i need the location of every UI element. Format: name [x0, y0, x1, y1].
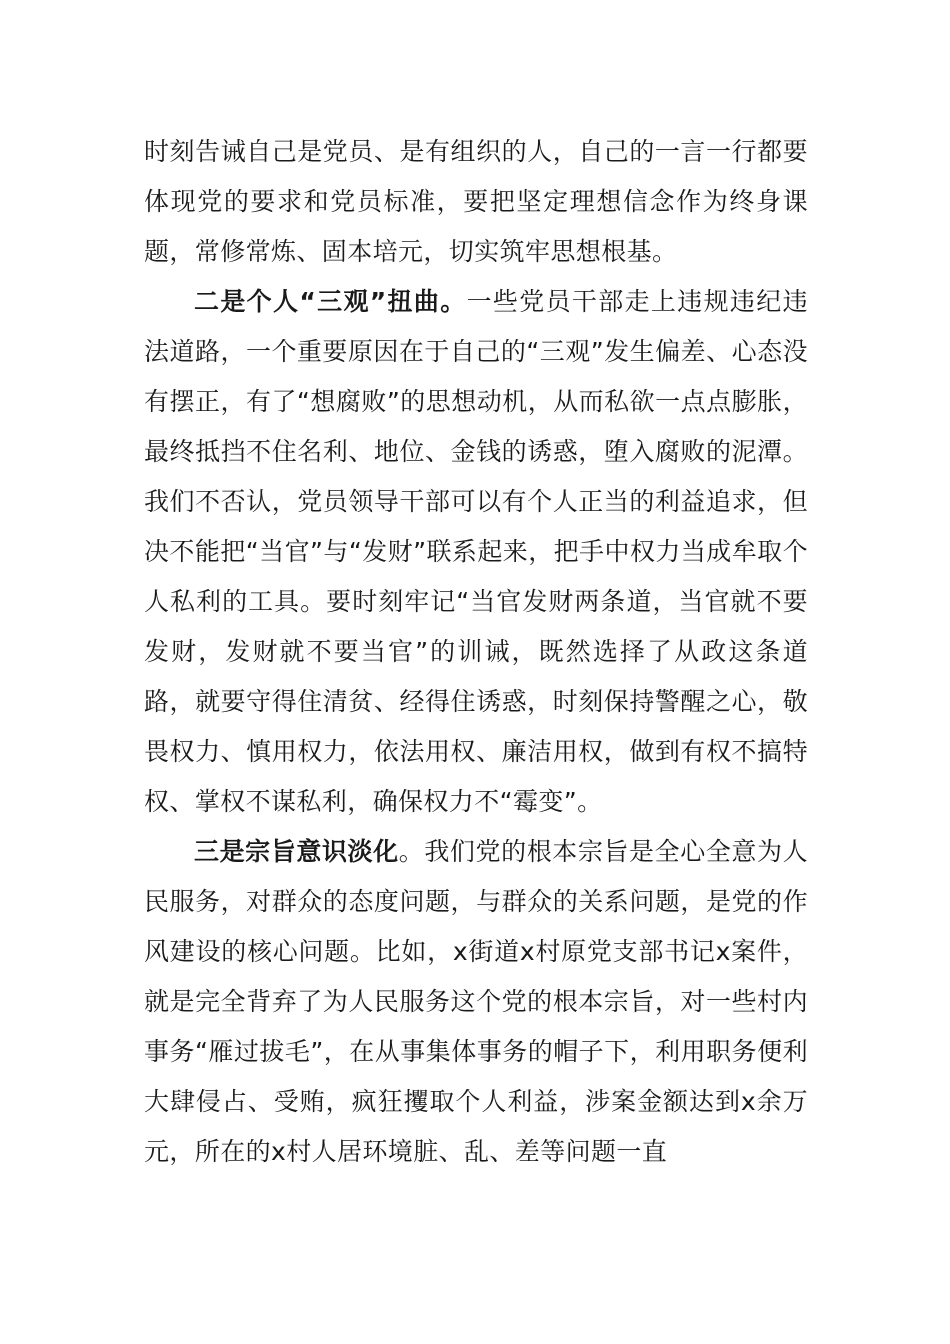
paragraph-distorted-values [144, 277, 808, 827]
paragraph-text: 时刻告诫自己是党员、是有组织的人，自己的一言一行都要体现党的要求和党员标准，要把坚定理想信念作为终身课题，常修常炼、固本培元，切实筑牢思想根基。 [144, 137, 808, 266]
document-body [144, 127, 808, 1177]
paragraph-lead-heading: 三是宗旨意识淡化 [194, 837, 399, 866]
paragraph-text: 一些党员干部走上违规违纪违法道路，一个重要原因在于自己的“三观”发生偏差、心态没有摆正，有了“想腐败”的思想动机，从而私欲一点点膨胀，最终抵挡不住名利、地位、金钱的诱惑，堕入腐败的泥潭。我们不否认，党员领导干部可以有个人正当的利益追求，但决不能把“当官”与“发财”联系起来，把手中权力当成牟取个人私利的工具。要时刻牢记“当官发财两条道，当官就不要发财，发财就不要当官”的训诫，既然选择了从政这条道路，就要守得住清贫、经得住诱惑，时刻保持警醒之心，敬畏权力、慎用权力，依法用权、廉洁用权，做到有权不搞特权、掌权不谋私利，确保权力不“霉变”。 [144, 287, 808, 816]
paragraph-continuation [144, 127, 808, 277]
paragraph-text: 。我们党的根本宗旨是全心全意为人民服务，对群众的态度问题，与群众的关系问题，是党的作风建设的核心问题。比如，x街道x村原党支部书记x案件，就是完全背弃了为人民服务这个党的根本宗旨，对一些村内事务“雁过拔毛”，在从事集体事务的帽子下，利用职务便利大肆侵占、受贿，疯狂攫取个人利益，涉案金额达到x余万元，所在的x村人居环境脏、乱、差等问题一直 [144, 837, 808, 1166]
paragraph-purpose-awareness [144, 827, 808, 1177]
paragraph-lead-heading: 二是个人“三观”扭曲。 [194, 287, 467, 316]
